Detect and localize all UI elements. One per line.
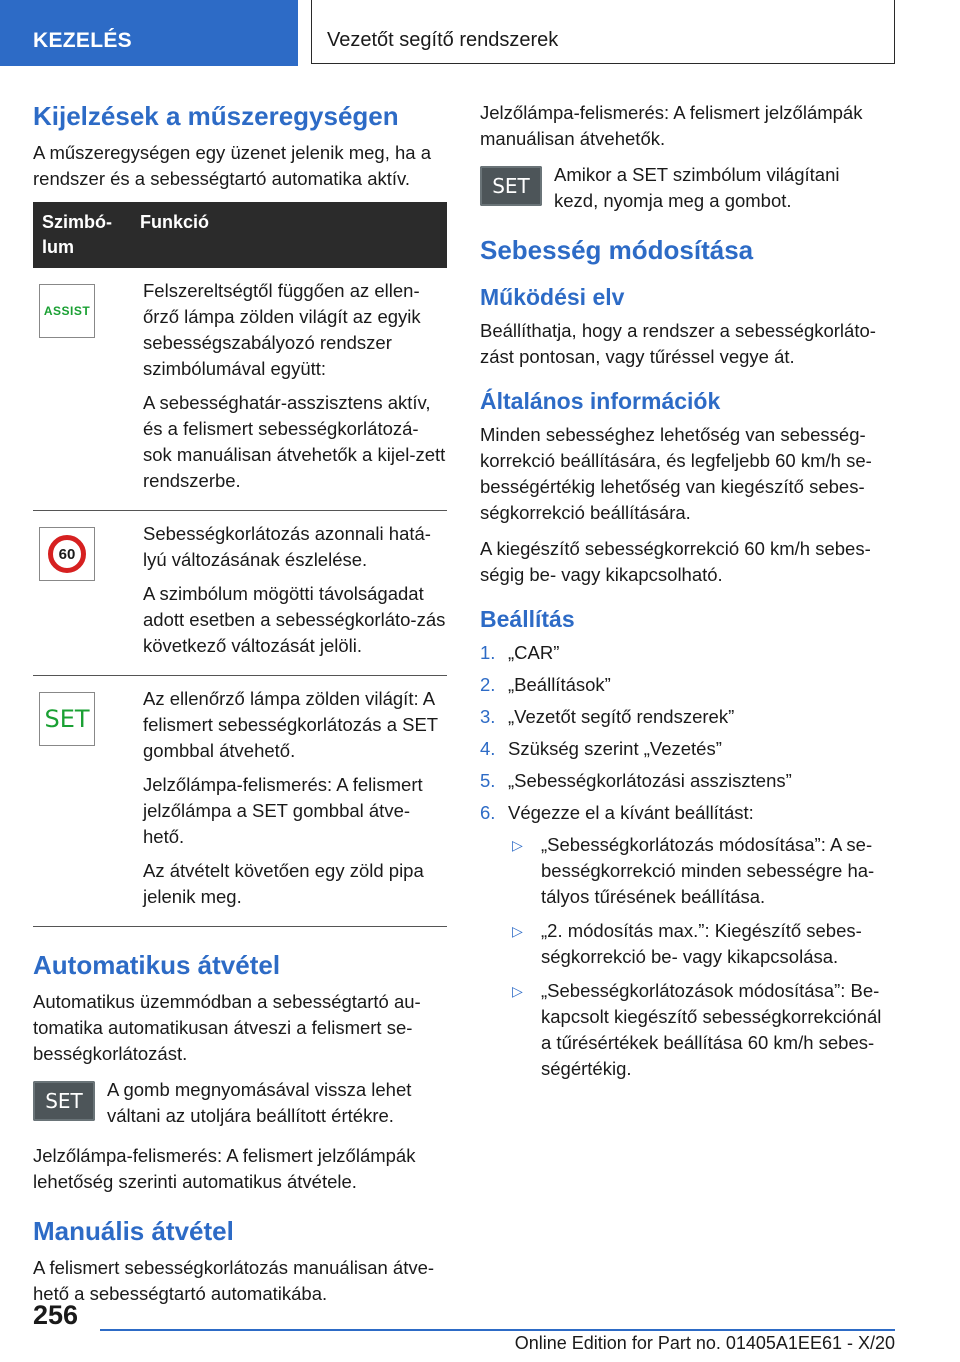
list-item: ▷ „2. módosítás max.”: Kiegészítő sebes-ségkorrekció be- vagy kikapcsolása. <box>508 918 888 970</box>
settings-steps <box>480 640 888 826</box>
table-cell-text: Az átvételt követően egy zöld pipa jelenik meg. <box>143 860 424 907</box>
list-item: 6. Végezze el a kívánt beállítást: <box>480 802 754 823</box>
auto-paragraph: Automatikus üzemmódban a sebességtartó au-tomatika automatikusan átveszi a felismert se-bességkorlátozást. <box>33 991 421 1064</box>
principle-paragraph: Beállíthatja, hogy a rendszer a sebességkorláto-zást pontosan, vagy tűréssel vegye át. <box>480 320 876 367</box>
list-item: 5. „Sebességkorlátozási asszisztens” <box>480 770 792 791</box>
right-column <box>480 100 888 1090</box>
traffic-light-paragraph: Jelzőlámpa-felismerés: A felismert jelzőlámpák lehetőség szerinti automatikus átvétele. <box>33 1145 416 1192</box>
table-header-function: Funkció <box>140 212 210 232</box>
table-cell-text: Az ellenőrző lámpa zölden világít: A felismert sebességkorlátozás a SET gombbal átvehető. <box>143 688 438 761</box>
manual-paragraph: A felismert sebességkorlátozás manuálisan átve-hető a sebességtartó automatikába. <box>33 1257 435 1304</box>
list-item: 1. „CAR” <box>480 642 560 663</box>
footer-divider <box>100 1329 895 1331</box>
table-cell-text: Jelzőlámpa-felismerés: A felismert jelzőlámpa a SET gombbal átve-hető. <box>143 774 423 847</box>
section-heading-display: Kijelzések a műszeregységen <box>33 101 399 131</box>
triangle-bullet-icon: ▷ <box>512 923 523 939</box>
table-row <box>33 676 447 927</box>
set-button-icon: SET <box>480 166 542 206</box>
list-item: ▷ „Sebességkorlátozások módosítása”: Be-kapcsolt kiegészítő sebességkorrekciónál a tűrésértékek beállítása 60 km/h sebes-ségértékig. <box>508 978 888 1082</box>
triangle-bullet-icon: ▷ <box>512 837 523 853</box>
speed-limit-sign-icon <box>39 527 95 581</box>
heading-principle: Működési elv <box>480 284 625 310</box>
table-header <box>33 202 447 268</box>
set-green-icon <box>39 692 95 746</box>
assist-icon <box>39 284 95 338</box>
assist-icon-label: ASSIST <box>43 304 91 318</box>
traffic-light-manual-paragraph: Jelzőlámpa-felismerés: A felismert jelzőlámpák manuálisan átvehetők. <box>480 102 863 149</box>
table-header-symbol: Szimbó-lum <box>42 212 112 257</box>
list-item: ▷ „Sebességkorlátozás módosítása”: A se-bességkorrekció minden sebességre ha-tályos tűrésének beállítása. <box>508 832 888 910</box>
table-cell-text: A szimbólum mögötti távolságadat adott esetben a sebességkorláto-zás következő változását jelöli. <box>143 583 446 656</box>
list-item: 4. Szükség szerint „Vezetés” <box>480 738 722 759</box>
heading-manual-takeover: Manuális átvétel <box>33 1216 234 1246</box>
page-header <box>0 0 960 66</box>
set-button-text: Amikor a SET szimbólum világítani kezd, nyomja meg a gombot. <box>554 164 840 211</box>
set-button-note <box>480 162 888 214</box>
list-item: 2. „Beállítások” <box>480 674 611 695</box>
table-row <box>33 268 447 511</box>
heading-general-info: Általános információk <box>480 388 721 414</box>
heading-settings: Beállítás <box>480 606 575 632</box>
set-green-icon-label: SET <box>44 705 90 733</box>
table-cell-text: Felszereltségtől függően az ellen-őrző lámpa zölden világít az egyik sebességszabályozó rendszer szimbólumával együtt: <box>143 280 421 379</box>
section-tab: KEZELÉS <box>0 0 298 66</box>
set-button-note <box>33 1077 447 1129</box>
table-cell-text: Sebességkorlátozás azonnali hatá-lyú változásának észlelése. <box>143 523 431 570</box>
speed-limit-value: 60 <box>48 535 86 573</box>
table-row <box>33 511 447 676</box>
left-column <box>33 100 447 1317</box>
heading-speed-adjust: Sebesség módosítása <box>480 235 754 265</box>
triangle-bullet-icon: ▷ <box>512 983 523 999</box>
table-cell-text: A sebességhatár-asszisztens aktív, és a felismert sebességkorlátozá-sok manuálisan átvehetők a kijel-zett rendszerbe. <box>143 392 446 491</box>
symbol-table <box>33 202 447 927</box>
heading-auto-takeover: Automatikus átvétel <box>33 950 281 980</box>
general-paragraph: A kiegészítő sebességkorrekció 60 km/h sebes-ségig be- vagy kikapcsolható. <box>480 538 871 585</box>
set-button-icon: SET <box>33 1081 95 1121</box>
intro-paragraph: A műszeregységen egy üzenet jelenik meg, ha a rendszer és a sebességtartó automatika aktív. <box>33 142 431 189</box>
settings-substeps <box>508 832 888 1082</box>
chapter-title: Vezetőt segítő rendszerek <box>311 0 895 64</box>
general-paragraph: Minden sebességhez lehetőség van sebesség-korrekció beállítására, és legfeljebb 60 km/h se-bességértékig lehetőség van kiegészítő sebes-ségkorrekció beállítására. <box>480 424 872 523</box>
page-number: 256 <box>33 1300 79 1330</box>
set-button-text: A gomb megnyomásával vissza lehet váltani az utoljára beállított értékre. <box>107 1079 412 1126</box>
list-item: 3. „Vezetőt segítő rendszerek” <box>480 706 735 727</box>
footer-edition: Online Edition for Part no. 01405A1EE61 - X/20 <box>514 1333 895 1353</box>
